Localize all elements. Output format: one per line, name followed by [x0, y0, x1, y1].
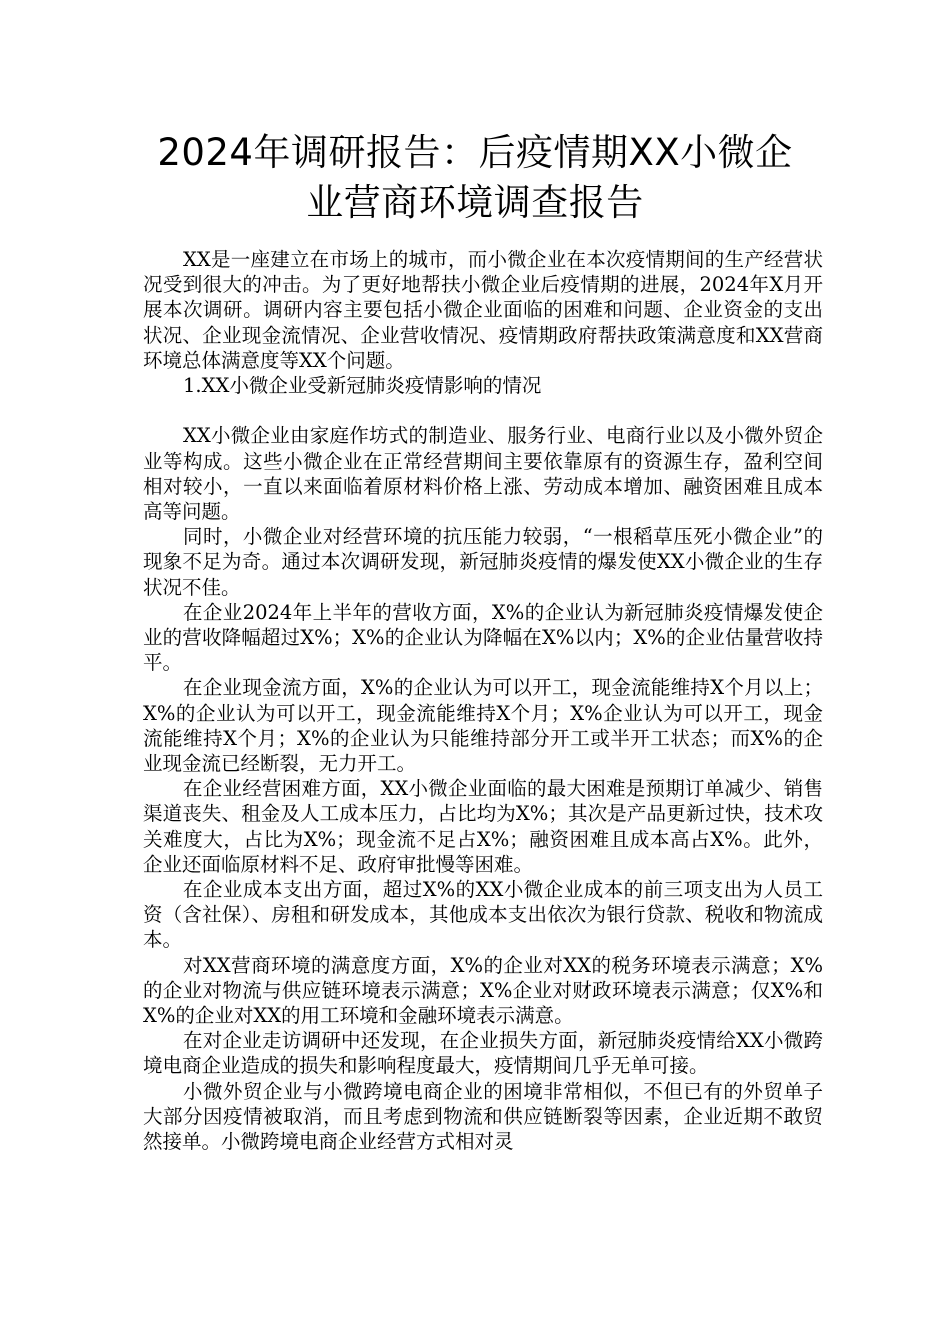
body-paragraph: 对XX营商环境的满意度方面，X%的企业对XX的税务环境表示满意；X%的企业对物流与供应链环境表示满意；X%企业对财政环境表示满意；仅X%和X%的企业对XX的用工环境和金融环境表示满意。: [143, 953, 823, 1028]
body-paragraph: 在企业成本支出方面，超过X%的XX小微企业成本的前三项支出为人员工资（含社保）、房租和研发成本，其他成本支出依次为银行贷款、税收和物流成本。: [143, 878, 823, 952]
body-paragraph: 小微外贸企业与小微跨境电商企业的困境非常相似，不但已有的外贸单子大部分因疫情被取消，而且考虑到物流和供应链断裂等因素，企业近期不敢贸然接单。小微跨境电商企业经营方式相对灵: [143, 1079, 823, 1154]
body-paragraph: 同时，小微企业对经营环境的抗压能力较弱，“一根稻草压死小微企业”的现象不足为奇。通过本次调研发现，新冠肺炎疫情的爆发使XX小微企业的生存状况不佳。: [143, 525, 823, 599]
body-paragraph: 在企业现金流方面，X%的企业认为可以开工，现金流能维持X个月以上；X%的企业认为可以开工，现金流能维持X个月；X%企业认为可以开工，现金流能维持X个月；X%的企业认为只能维持部分开工或半开工状态；而X%的企业现金流已经断裂，无力开工。: [143, 676, 823, 776]
body-paragraph: 在企业经营困难方面，XX小微企业面临的最大困难是预期订单减少、销售渠道丧失、租金及人工成本压力，占比均为X%；其次是产品更新过快，技术攻关难度大，占比为X%；现金流不足占X%；融资困难且成本高占X%。此外，企业还面临原材料不足、政府审批慢等困难。: [143, 777, 823, 876]
document-title: [100, 128, 850, 228]
section-heading-1: 1.XX小微企业受新冠肺炎疫情影响的情况: [182, 374, 542, 398]
document-body: [143, 247, 823, 1154]
title-line-2: 业营商环境调查报告: [306, 181, 644, 224]
body-paragraph: XX小微企业由家庭作坊式的制造业、服务行业、电商行业以及小微外贸企业等构成。这些小微企业在正常经营期间主要依靠原有的资源生存，盈利空间相对较小，一直以来面临着原材料价格上涨、劳动成本增加、融资困难且成本高等问题。: [143, 424, 823, 524]
body-paragraph: 在对企业走访调研中还发现，在企业损失方面，新冠肺炎疫情给XX小微跨境电商企业造成的损失和影响程度最大，疫情期间几乎无单可接。: [143, 1029, 823, 1078]
intro-paragraph: XX是一座建立在市场上的城市，而小微企业在本次疫情期间的生产经营状况受到很大的冲击。为了更好地帮扶小微企业后疫情期的进展，2024年X月开展本次调研。调研内容主要包括小微企业面临的困难和问题、企业资金的支出状况、企业现金流情况、企业营收情况、疫情期政府帮扶政策满意度和XX营商环境总体满意度等XX个问题。: [143, 248, 823, 372]
body-paragraph: 在企业2024年上半年的营收方面，X%的企业认为新冠肺炎疫情爆发使企业的营收降幅超过X%；X%的企业认为降幅在X%以内；X%的企业估量营收持平。: [143, 600, 823, 675]
title-line-1: 2024年调研报告：后疫情期XX小微企: [157, 131, 793, 174]
